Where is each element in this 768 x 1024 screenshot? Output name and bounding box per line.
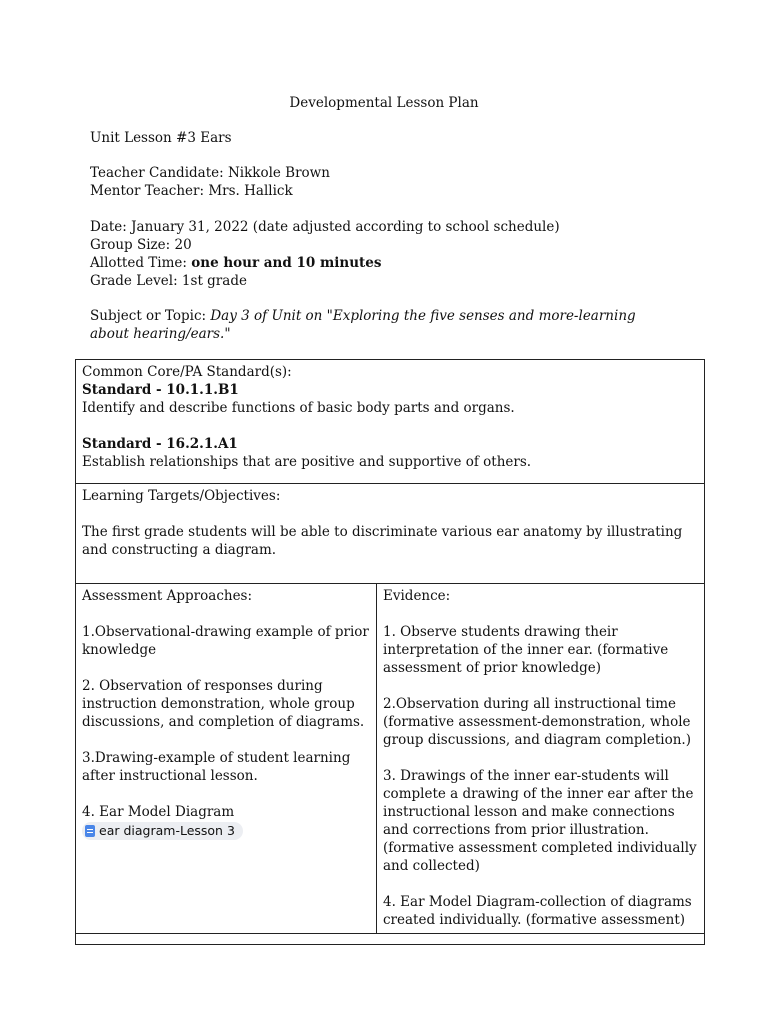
group-size: Group Size: 20: [90, 237, 192, 253]
lesson-date: Date: January 31, 2022 (date adjusted according to school schedule): [90, 219, 560, 235]
standard-text: Identify and describe functions of basic body parts and organs.: [82, 400, 515, 416]
assessment-row: [76, 584, 705, 934]
standard-text: Establish relationships that are positive and supportive of others.: [82, 454, 532, 470]
ear-diagram-link-chip[interactable]: [82, 822, 243, 840]
objectives-heading: Learning Targets/Objectives:: [82, 488, 281, 504]
allotted-time-value: one hour and 10 minutes: [191, 255, 382, 271]
standard-code: Standard - 16.2.1.A1: [82, 436, 238, 452]
objectives-text: The first grade students will be able to discriminate various ear anatomy by illustrating and constructing a diagram.: [82, 524, 683, 558]
empty-cell: [76, 934, 705, 945]
standard-code: Standard - 10.1.1.B1: [82, 382, 239, 398]
assessment-item: 1.Observational-drawing example of prior knowledge: [82, 624, 369, 658]
empty-row: [76, 934, 705, 945]
evidence-item: 1. Observe students drawing their interpretation of the inner ear. (formative assessment of prior knowledge): [383, 624, 669, 676]
grade-level: Grade Level: 1st grade: [90, 273, 247, 289]
chip-label: ear diagram-Lesson 3: [99, 823, 235, 838]
evidence-item: 4. Ear Model Diagram-collection of diagrams created individually. (formative assessment): [383, 894, 692, 928]
allotted-time-label: Allotted Time:: [90, 255, 192, 271]
assessment-heading: Assessment Approaches:: [82, 588, 253, 604]
assessment-item: 3.Drawing-example of student learning after instructional lesson.: [82, 750, 351, 784]
objectives-row: [76, 484, 705, 584]
google-doc-icon: [85, 825, 95, 837]
evidence-heading: Evidence:: [383, 588, 451, 604]
standards-cell: [76, 360, 705, 484]
subject-label: Subject or Topic:: [90, 308, 211, 324]
evidence-item: 2.Observation during all instructional time (formative assessment-demonstration, whole group discussions, and diagram completion.): [383, 696, 691, 748]
lesson-plan-table: [75, 359, 705, 945]
assessment-item: 2. Observation of responses during instruction demonstration, whole group discussions, and completion of diagrams.: [82, 678, 365, 730]
teacher-candidate: Teacher Candidate: Nikkole Brown: [90, 165, 330, 181]
allotted-time: [90, 254, 381, 272]
unit-lesson: Unit Lesson #3 Ears: [90, 130, 232, 146]
evidence-cell: [377, 584, 705, 934]
page-title: Developmental Lesson Plan: [289, 95, 479, 111]
standards-row: [76, 360, 705, 484]
subject-topic: [90, 307, 650, 343]
standards-heading: Common Core/PA Standard(s):: [82, 364, 292, 380]
evidence-item: 3. Drawings of the inner ear-students will complete a drawing of the inner ear after the instructional lesson and make connections and corrections from prior illustration. (formative assessment completed individually and collected): [383, 768, 697, 874]
subject-value: Day 3 of Unit on "Exploring the five senses and more-learning about hearing/ears.": [90, 308, 636, 342]
mentor-teacher: Mentor Teacher: Mrs. Hallick: [90, 183, 293, 199]
assessment-item: 4. Ear Model Diagram: [82, 804, 235, 820]
assessment-cell: [76, 584, 377, 934]
objectives-cell: [76, 484, 705, 584]
